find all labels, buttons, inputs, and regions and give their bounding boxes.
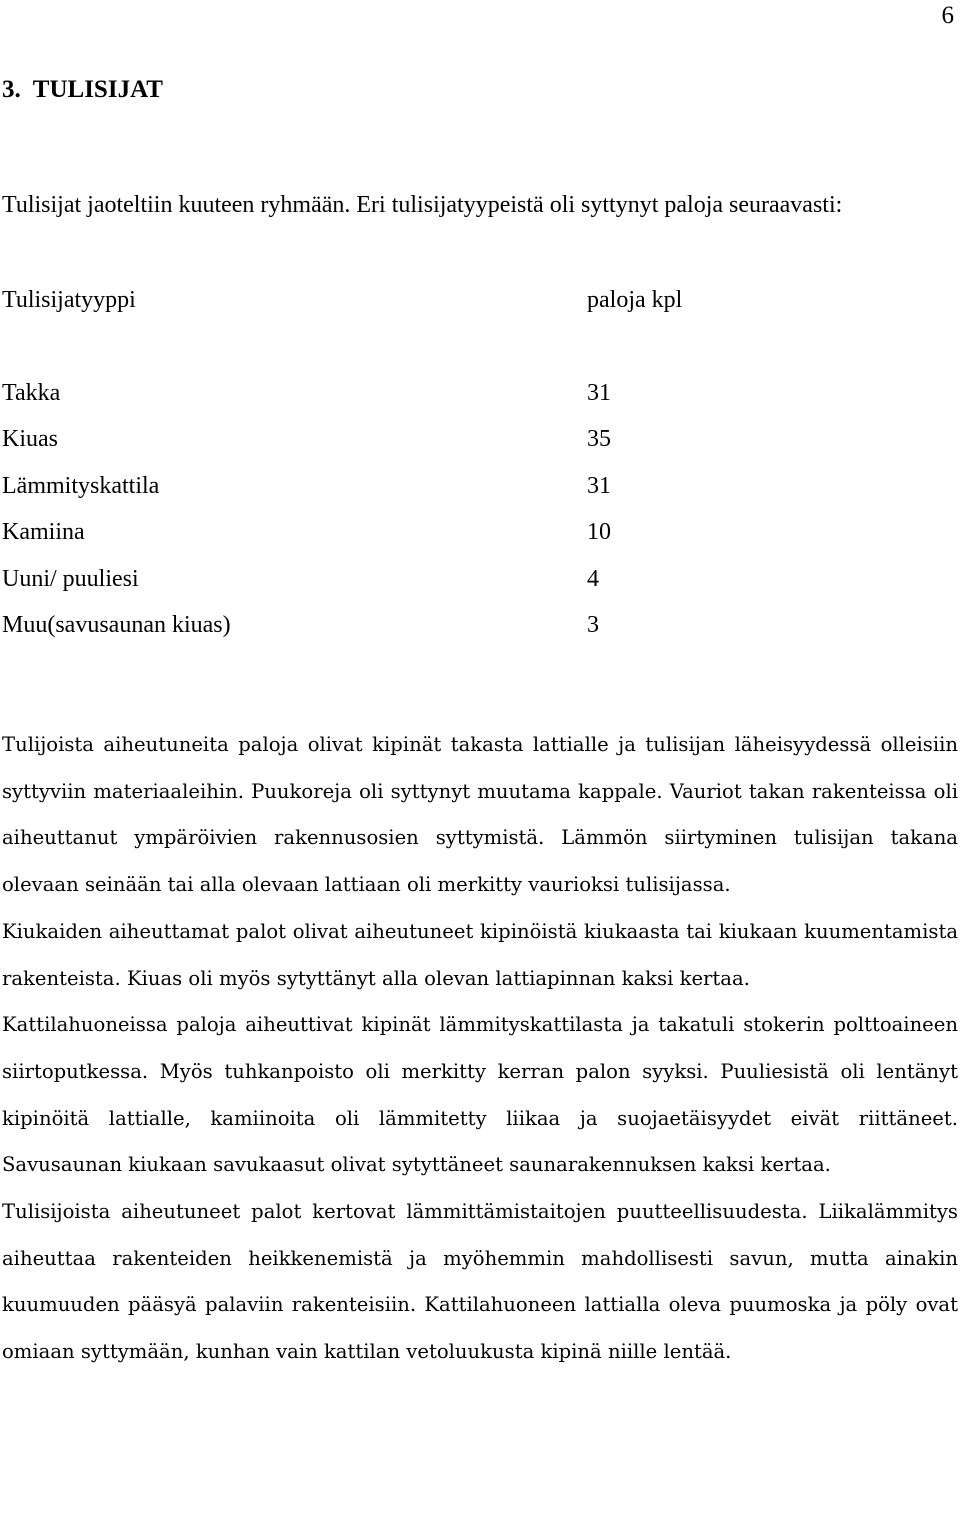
row-count: 31 (587, 473, 611, 499)
paragraph-conclusion: Tulisijoista aiheutuneet palot kertovat lämmittämistaitojen puutteellisuudesta. Liikalämmitys aiheuttaa rakenteiden heikkenemistä ja myöhemmin mahdollisesti savun, mutta ainakin kuumuuden pääsyä palaviin rakenteisiin. Kattilahuoneen lattialla oleva puumoska ja pöly ovat omiaan syttymään, kunhan vain kattilan vetoluukusta kipinä niille lentää. (2, 1200, 958, 1364)
body-text (2, 722, 958, 1376)
row-type: Kiuas (2, 426, 58, 452)
table-row (2, 380, 702, 412)
paragraph-boiler: Kattilahuoneissa paloja aiheuttivat kipinät lämmityskattilasta ja takatuli stokerin polttoaineen siirtoputkessa. Myös tuhkanpoisto oli merkitty kerran palon syyksi. Puuliesistä oli lentänyt kipinöitä lattialle, kamiinoita oli lämmitetty liikaa ja suojaetäisyydet eivät riittäneet. Savusaunan kiukaan savukaasut olivat sytyttäneet saunarakennuksen kaksi kertaa. (2, 1013, 958, 1177)
table-row (2, 612, 702, 644)
row-count: 3 (587, 612, 599, 638)
header-count: paloja kpl (587, 287, 683, 313)
row-count: 31 (587, 380, 611, 406)
row-type: Lämmityskattila (2, 473, 160, 499)
table-row (2, 566, 702, 598)
paragraph-fireplace: Tulijoista aiheutuneita paloja olivat kipinät takasta lattialle ja tulisijan läheisyydessä olleisiin syttyviin materiaaleihin. Puukoreja oli syttynyt muutama kappale. Vauriot takan rakenteissa oli aiheuttanut ympäröivien rakennusosien syttymistä. Lämmön siirtyminen tulisijan takana olevaan seinään tai alla olevaan lattiaan oli merkitty vaurioksi tulisijassa. (2, 733, 958, 897)
table-row (2, 519, 702, 551)
row-type: Uuni/ puuliesi (2, 566, 139, 592)
header-type: Tulisijatyyppi (2, 287, 136, 313)
table-header (2, 287, 702, 319)
row-count: 10 (587, 519, 611, 545)
paragraph-stove: Kiukaiden aiheuttamat palot olivat aiheutuneet kipinöistä kiukaasta tai kiukaan kuumentamista rakenteista. Kiuas oli myös sytyttänyt alla olevan lattiapinnan kaksi kertaa. (2, 919, 958, 990)
page-number: 6 (941, 2, 954, 29)
table-row (2, 426, 702, 458)
row-type: Takka (2, 380, 61, 406)
row-type: Kamiina (2, 519, 85, 545)
row-count: 4 (587, 566, 599, 592)
row-type: Muu(savusaunan kiuas) (2, 612, 231, 638)
intro-text: Tulisijat jaoteltiin kuuteen ryhmään. Eri tulisijatyypeistä oli syttynyt paloja seuraavasti: (2, 192, 843, 218)
section-heading: 3. TULISIJAT (2, 76, 163, 103)
row-count: 35 (587, 426, 611, 452)
table-row (2, 473, 702, 505)
